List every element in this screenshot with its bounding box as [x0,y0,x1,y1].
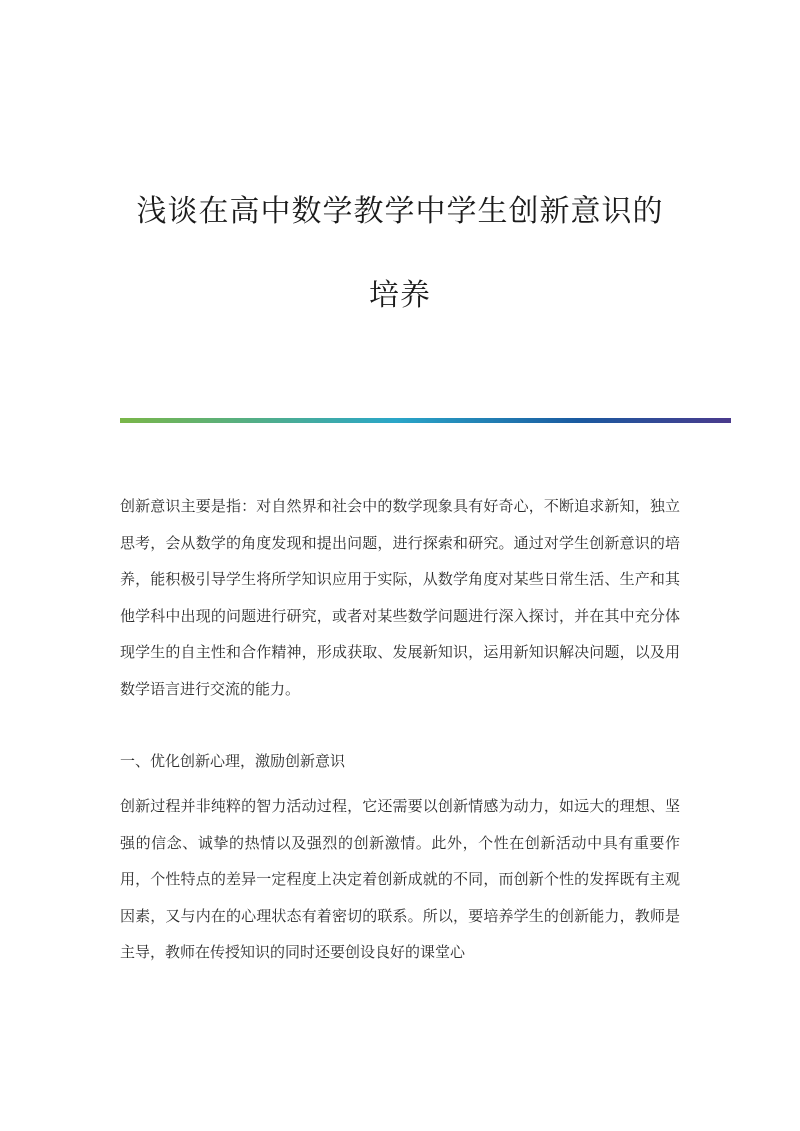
document-title-line-2: 培养 [369,278,431,313]
document-title-line-1: 浅谈在高中数学教学中学生创新意识的 [136,194,664,229]
title-divider [120,418,731,423]
section-1-paragraph: 创新过程并非纯粹的智力活动过程，它还需要以创新情感为动力，如远大的理想、坚强的信念、诚挚的热情以及强烈的创新激情。此外，个性在创新活动中具有重要作用，个性特点的差异一定程度上决定着创新成就的不同，而创新个性的发挥既有主观因素，又与内在的心理状态有着密切的联系。所以，要培养学生的创新能力，教师是主导，教师在传授知识的同时还要创设良好的课堂心 [120,797,680,961]
section-heading-1: 一、优化创新心理，激励创新意识 [120,752,346,770]
intro-paragraph: 创新意识主要是指：对自然界和社会中的数学现象具有好奇心，不断追求新知，独立思考，会从数学的角度发现和提出问题，进行探索和研究。通过对学生创新意识的培养，能积极引导学生将所学知识应用于实际，从数学角度对某些日常生活、生产和其他学科中出现的问题进行研究，或者对某些数学问题进行深入探讨，并在其中充分体现学生的自主性和合作精神，形成获取、发展新知识，运用新知识解决问题，以及用数学语言进行交流的能力。 [120,497,680,698]
